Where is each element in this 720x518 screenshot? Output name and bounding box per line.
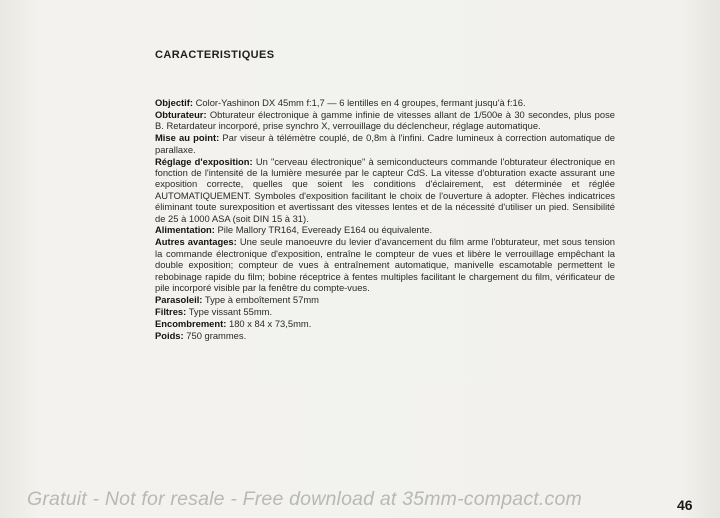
spec-label: Filtres: — [155, 305, 187, 317]
spec-autres-avantages — [155, 236, 615, 293]
spec-reglage-exposition — [155, 156, 615, 224]
spec-label: Autres avantages: — [155, 236, 237, 248]
spec-poids — [155, 330, 615, 341]
spec-text: Type à emboîtement 57mm — [204, 293, 319, 305]
spec-text: 180 x 84 x 73,5mm. — [228, 317, 312, 329]
specifications-list — [155, 97, 615, 342]
spec-mise-au-point — [155, 132, 615, 155]
spec-text: Une seule manoeuvre du levier d'avancement du film arme l'obturateur, met sous tension la commande électronique d'exposition, entraîne le compteur de vues et libère le verrouillage empêchant la double exposition; compteur de vues à entraînement automatique, manivelle escamotable permettent le rebobinage rapide du film; bobine réceptrice à fentes multiples facilitant le chargement du film, vérificateur de pile incorporé visible par la fenêtre du compte-vues. — [155, 236, 616, 293]
spec-encombrement — [155, 318, 615, 329]
spec-filtres — [155, 306, 615, 317]
spec-label: Parasoleil: — [155, 293, 203, 305]
spec-objectif — [155, 97, 615, 108]
page-number: 46 — [677, 497, 693, 513]
spec-label: Poids: — [155, 329, 184, 341]
spec-text: Pile Mallory TR164, Eveready E164 ou équivalente. — [217, 224, 433, 236]
watermark-text: Gratuit - Not for resale - Free download at 35mm-compact.com — [27, 488, 582, 510]
spec-text: Color-Yashinon DX 45mm f:1,7 — 6 lentilles en 4 groupes, fermant jusqu'à f:16. — [195, 97, 526, 108]
spec-text: Type vissant 55mm. — [188, 305, 273, 317]
spec-obturateur — [155, 109, 615, 132]
spec-text: Par viseur à télémètre couplé, de 0,8m à l'infini. Cadre lumineux à correction automatique de parallaxe. — [155, 132, 615, 155]
spec-label: Obturateur: — [155, 108, 207, 120]
spec-label: Réglage d'exposition: — [155, 155, 253, 167]
spec-label: Objectif: — [155, 97, 194, 108]
spec-text: Un "cerveau électronique" à semiconducteurs commande l'obturateur électronique en fonction de l'intensité de la lumière mesurée par le capteur CdS. La vitesse d'obturation exacte assurant une exposition correcte, quelles que soient les conditions d'éclairement, est déterminée et réglée AUTOMATIQUEMENT. Symboles d'exposition facilitant le choix de l'ouverture à adopter. Flèches indicatrices éliminant toute surexposition et avertissant des vitesses lentes et de la nécessité d'utiliser un pied. Sensibilité de 25 à 1000 ASA (soit DIN 15 à 31). — [155, 155, 615, 224]
spec-label: Encombrement: — [155, 317, 227, 329]
section-heading: CARACTERISTIQUES — [155, 49, 275, 61]
spec-label: Alimentation: — [155, 224, 215, 236]
spec-text: 750 grammes. — [186, 329, 247, 341]
spec-alimentation — [155, 224, 615, 235]
spec-parasoleil — [155, 294, 615, 305]
spec-text: Obturateur électronique à gamme infinie de vitesses allant de 1/500e à 30 secondes, plus pose B. Retardateur incorporé, prise synchro X, verrouillage du déclencheur, réglage automatique. — [155, 108, 615, 132]
spec-label: Mise au point: — [155, 132, 220, 144]
